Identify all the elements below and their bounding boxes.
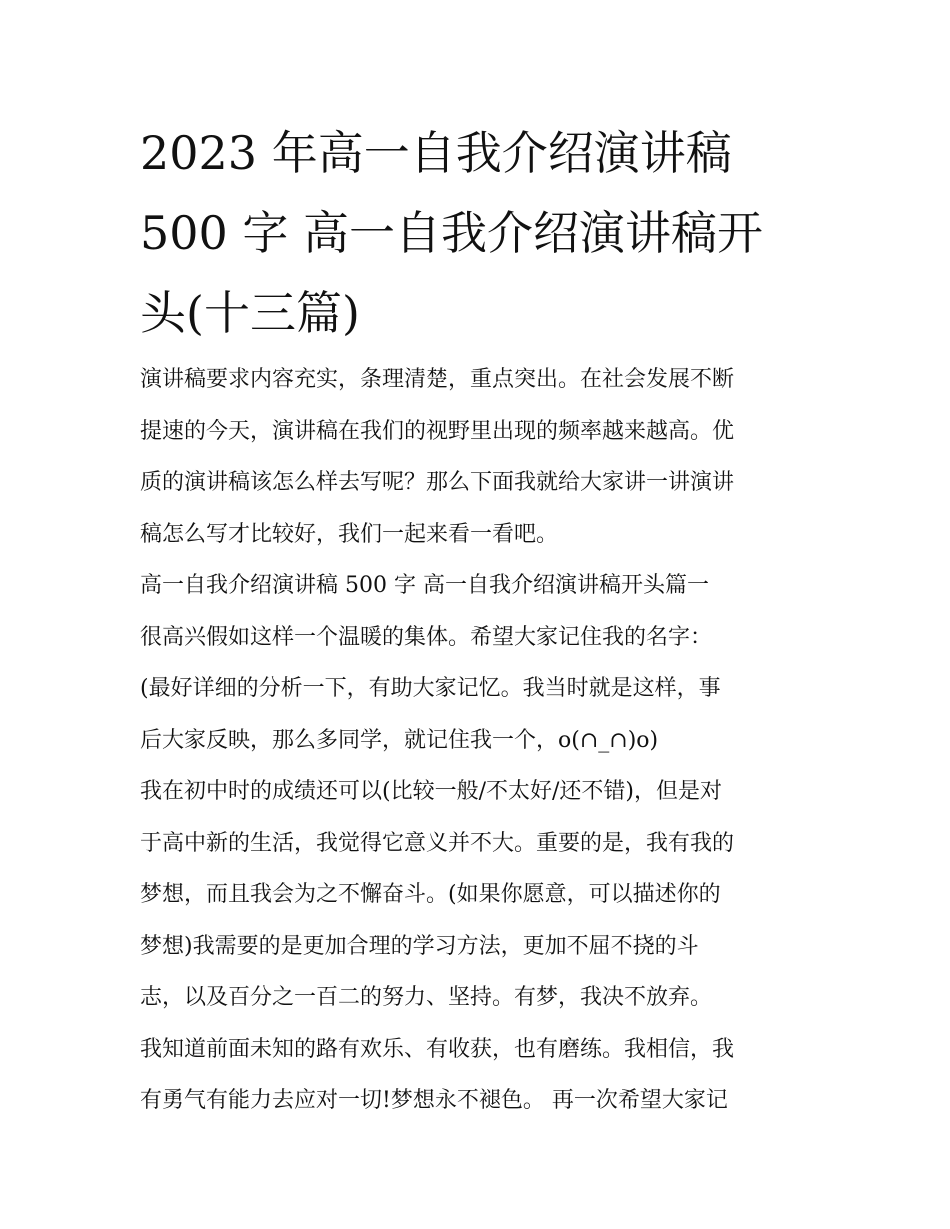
title-line: 2023 年高一自我介绍演讲稿 [140, 126, 732, 180]
document-body [140, 354, 830, 1127]
section-heading-line: 高一自我介绍演讲稿 500 字 高一自我介绍演讲稿开头篇一 [140, 573, 709, 598]
body-line: 我知道前面未知的路有欢乐、有收获，也有磨练。我相信，我 [140, 1036, 735, 1062]
body-line: 提速的今天，演讲稿在我们的视野里出现的频率越来越高。优 [140, 418, 735, 444]
title-line: 头(十三篇) [140, 286, 360, 340]
body-line: 后大家反映，那么多同学，就记住我一个，o(∩_∩)o) [140, 727, 659, 753]
body-line: 很高兴假如这样一个温暖的集体。希望大家记住我的名字： [140, 624, 713, 650]
body-line: 演讲稿要求内容充实，条理清楚，重点突出。在社会发展不断 [140, 367, 735, 392]
body-line: 梦想)我需要的是更加合理的学习方法，更加不屈不挠的斗 [140, 933, 699, 959]
body-line: 有勇气有能力去应对一切!梦想永不褪色。 再一次希望大家记 [140, 1088, 728, 1113]
document-title [140, 113, 820, 353]
body-line: 我在初中时的成绩还可以(比较一般/不太好/还不错)，但是对 [140, 779, 722, 804]
body-line: 梦想，而且我会为之不懈奋斗。(如果你愿意，可以描述你的 [140, 882, 721, 907]
body-line: 志，以及百分之一百二的努力、坚持。有梦，我决不放弃。 [140, 985, 713, 1010]
title-line: 500 字 高一自我介绍演讲稿开 [140, 206, 764, 260]
body-line: (最好详细的分析一下，有助大家记忆。我当时就是这样，事 [140, 676, 721, 701]
body-line: 质的演讲稿该怎么样去写呢？那么下面我就给大家讲一讲演讲 [140, 470, 735, 495]
body-line: 稿怎么写才比较好，我们一起来看一看吧。 [140, 521, 559, 547]
body-line: 于高中新的生活，我觉得它意义并不大。重要的是，我有我的 [140, 830, 735, 856]
